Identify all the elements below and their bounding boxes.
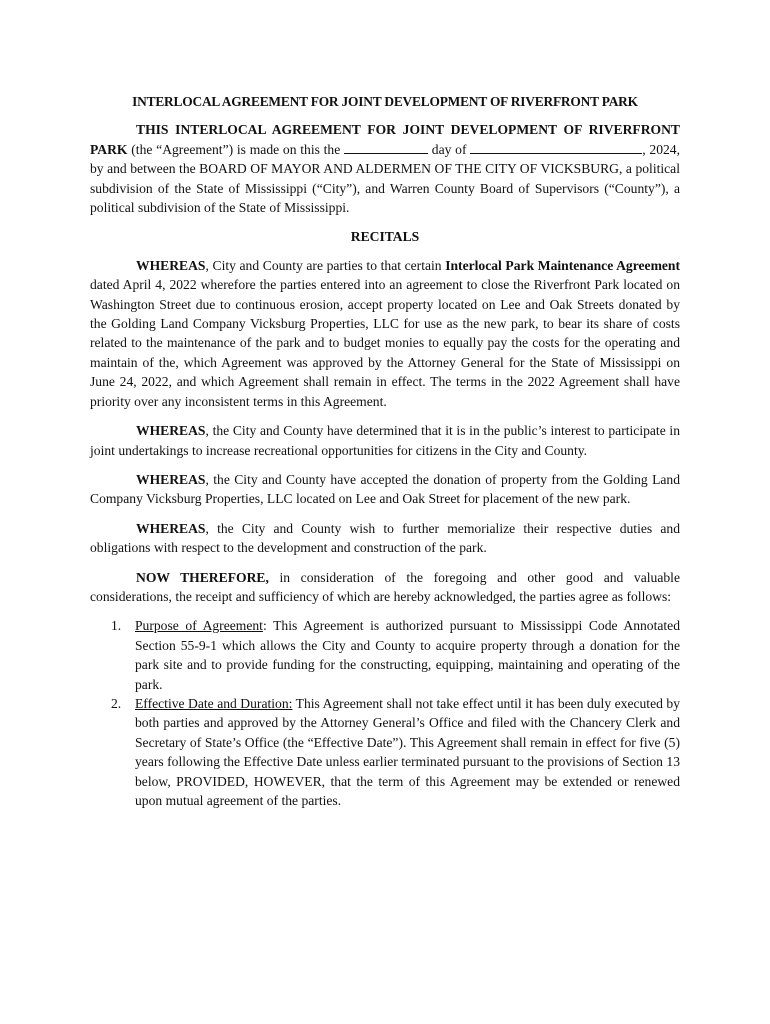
recital-1-text-1: , City and County are parties to that certain xyxy=(205,257,446,273)
section-text: : This Agreement is authorized pursuant to Mississippi Code Annotated Section 55-9-1 which allows the City and County to acquire property through a donation for the park site and to provide funding for the constructing, equipping, maintaining and operating of the park. xyxy=(135,618,681,692)
document-title: INTERLOCAL AGREEMENT FOR JOINT DEVELOPMENT OF RIVERFRONT PARK xyxy=(132,94,638,109)
date-day-blank xyxy=(344,141,428,154)
whereas-label: WHEREAS xyxy=(136,257,206,273)
recital-3 xyxy=(90,470,680,509)
recital-1 xyxy=(90,256,680,411)
recital-3-text: , the City and County have accepted the donation of property from the Golding Land Company Vicksburg Properties, LLC located on Lee and Oak Street for placement of the new park. xyxy=(90,471,680,507)
section-text: This Agreement shall not take effect until it has been duly executed by both parties and approved by the Attorney General’s Office and filed with the Chancery Clerk and Secretary of State’s Office (the “Effective Date”). This Agreement shall remain in effect for five (5) years following the Effective Date unless earlier terminated pursuant to the provisions of Section 13 below, PROVIDED, HOWEVER, that the term of this Agreement may be extended or renewed upon mutual agreement of the parties. xyxy=(135,695,680,808)
whereas-label: WHEREAS xyxy=(136,520,206,536)
section-number: 1. xyxy=(111,618,122,634)
intro-text-2: day of xyxy=(428,141,471,157)
section-heading: Purpose of Agreement xyxy=(135,618,263,634)
intro-lead: THIS INTERLOCAL AGREEMENT FOR JOINT DEVELOPMENT OF RIVERFRONT PARK xyxy=(90,122,680,157)
recitals-heading: RECITALS xyxy=(350,229,420,245)
sections-list xyxy=(90,616,680,810)
whereas-label: WHEREAS xyxy=(136,423,206,439)
intro-paragraph xyxy=(90,120,680,217)
agreement-name: Interlocal Park Maintenance Agreement xyxy=(445,257,681,273)
now-therefore-paragraph xyxy=(90,568,680,607)
now-therefore-label: NOW THEREFORE, xyxy=(136,569,269,585)
intro-text-1: (the “Agreement”) is made on this the xyxy=(127,141,345,157)
now-therefore-text: in consideration of the foregoing and other good and valuable considerations, the receipt and sufficiency of which are hereby acknowledged, the parties agree as follows: xyxy=(90,569,680,604)
recital-4-text: , the City and County wish to further memorialize their respective duties and obligations with respect to the development and construction of the park. xyxy=(90,520,680,556)
section-number: 2. xyxy=(111,695,122,711)
intro-text-3: , 2024, by and between the BOARD OF MAYOR AND ALDERMEN OF THE CITY OF VICKSBURG, a political subdivision of the State of Mississippi (“City”), and Warren County Board of Supervisors (“County”), a political subdivision of the State of Mississippi. xyxy=(90,141,680,216)
date-month-blank xyxy=(470,141,642,154)
section-item xyxy=(111,694,680,810)
recital-2-text: , the City and County have determined that it is in the public’s interest to participate in joint undertakings to increase recreational opportunities for citizens in the City and County. xyxy=(90,423,680,458)
recital-4 xyxy=(90,519,680,558)
recital-2 xyxy=(90,421,680,460)
whereas-label: WHEREAS xyxy=(136,471,206,487)
section-heading: Effective Date and Duration: xyxy=(135,695,293,711)
recital-1-text-2: dated April 4, 2022 wherefore the parties entered into an agreement to close the Riverfront Park located on Washington Street due to continuous erosion, accept property located on Lee and Oak Streets donated by the Golding Land Company Vicksburg Properties, LLC for use as the new park, to bear its share of costs related to the maintenance of the park and to budget monies to equally pay the costs for the operating and maintain of the, which Agreement was approved by the Attorney General for the State of Mississippi on June 24, 2022, and which Agreement shall remain in effect. The terms in the 2022 Agreement shall have priority over any inconsistent terms in this Agreement. xyxy=(90,277,680,409)
section-item xyxy=(111,616,681,694)
